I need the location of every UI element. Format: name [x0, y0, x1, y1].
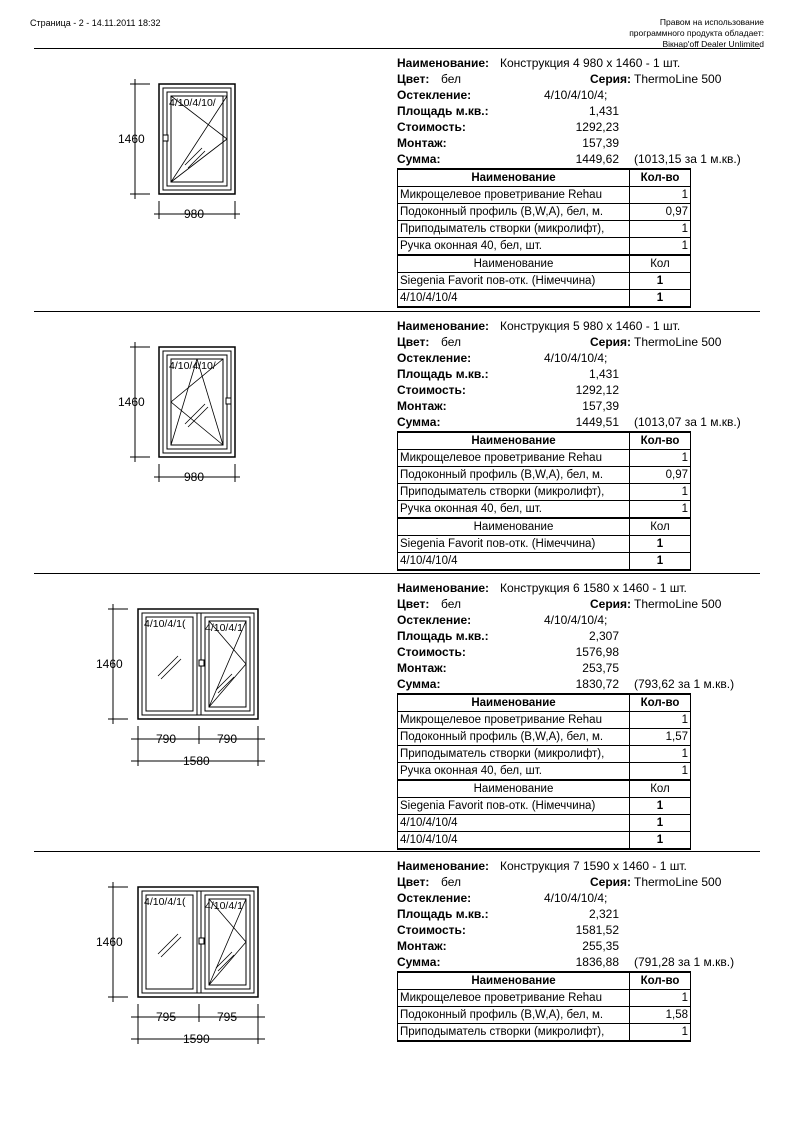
window-drawing — [0, 318, 392, 580]
item-name: Siegenia Favorit пов-отк. (Німеччина) — [398, 273, 630, 290]
construction-name: Конструкция 4 980 x 1460 - 1 шт. — [500, 56, 681, 70]
glass-label: 4/10/4/10/ — [169, 360, 216, 372]
glass-label: 4/10/4/1( — [144, 618, 186, 630]
item-qty: 1 — [630, 1024, 691, 1042]
area-value: 2,321 — [588, 907, 619, 921]
item-qty: 0,97 — [630, 467, 691, 484]
cost-value: 1292,12 — [575, 383, 619, 397]
label-name: Наименование: — [397, 581, 490, 595]
glass-label: 4/10/4/1( — [144, 896, 186, 908]
item-name: Ручка оконная 40, бел, шт. — [398, 238, 630, 256]
sum-value: 1449,62 — [575, 152, 619, 166]
glazing-value: 4/10/4/10/4; — [544, 351, 608, 365]
series-value: ThermoLine 500 — [634, 597, 722, 611]
item-qty: 1 — [630, 450, 691, 467]
dim-width: 980 — [184, 470, 205, 484]
sum-value: 1449,51 — [575, 415, 619, 429]
label-glazing: Остекление: — [397, 613, 472, 627]
item-name: Siegenia Favorit пов-отк. (Німеччина) — [398, 798, 630, 815]
label-mount: Монтаж: — [397, 939, 447, 953]
label-mount: Монтаж: — [397, 661, 447, 675]
item-qty: 1 — [630, 238, 691, 256]
window-drawing-svg — [0, 318, 392, 580]
color-value: бел — [441, 72, 462, 86]
col-header-name: Наименование — [398, 432, 630, 450]
item-name: 4/10/4/10/4 — [398, 290, 630, 308]
label-cost: Стоимость: — [397, 120, 466, 134]
item-qty: 1 — [630, 221, 691, 238]
glazing-value: 4/10/4/10/4; — [544, 88, 608, 102]
per-m2-value: (1013,07 за 1 м.кв.) — [634, 415, 741, 429]
label-sum: Сумма: — [397, 415, 441, 429]
construction-block — [0, 580, 794, 846]
item-qty: 1 — [630, 290, 691, 308]
label-glazing: Остекление: — [397, 88, 472, 102]
label-color: Цвет: — [397, 597, 430, 611]
item-qty: 1 — [630, 536, 691, 553]
dim-width: 790 — [156, 732, 177, 746]
label-cost: Стоимость: — [397, 383, 466, 397]
item-name: 4/10/4/10/4 — [398, 815, 630, 832]
item-qty: 1 — [630, 815, 691, 832]
col-header-qty: Кол-во — [630, 169, 691, 187]
color-value: бел — [441, 597, 462, 611]
area-value: 2,307 — [588, 629, 619, 643]
col-header-qty: Кол — [630, 518, 691, 536]
cost-value: 1292,23 — [575, 120, 619, 134]
item-qty: 1 — [630, 501, 691, 519]
item-name: Подоконный профиль (B,W,A), бел, м. — [398, 729, 630, 746]
item-name: Приподыматель створки (микролифт), — [398, 746, 630, 763]
item-name: Микрощелевое проветривание Rehau — [398, 990, 630, 1007]
item-name: Ручка оконная 40, бел, шт. — [398, 501, 630, 519]
item-qty: 1 — [630, 187, 691, 204]
item-name: 4/10/4/10/4 — [398, 553, 630, 571]
item-name: Приподыматель створки (микролифт), — [398, 221, 630, 238]
label-cost: Стоимость: — [397, 645, 466, 659]
construction-block — [0, 318, 794, 580]
per-m2-value: (793,62 за 1 м.кв.) — [634, 677, 735, 691]
construction-info — [397, 580, 757, 692]
label-glazing: Остекление: — [397, 891, 472, 905]
cost-value: 1581,52 — [575, 923, 619, 937]
color-value: бел — [441, 335, 462, 349]
item-name: Подоконный профиль (B,W,A), бел, м. — [398, 204, 630, 221]
col-header-qty: Кол — [630, 255, 691, 273]
dim-width: 795 — [217, 1010, 238, 1024]
dim-height: 1460 — [96, 657, 123, 671]
item-name: Ручка оконная 40, бел, шт. — [398, 763, 630, 781]
construction-info — [397, 858, 757, 970]
area-value: 1,431 — [588, 104, 619, 118]
construction-name: Конструкция 7 1590 x 1460 - 1 шт. — [500, 859, 687, 873]
col-header-qty: Кол — [630, 780, 691, 798]
construction-name: Конструкция 5 980 x 1460 - 1 шт. — [500, 319, 681, 333]
color-value: бел — [441, 875, 462, 889]
label-glazing: Остекление: — [397, 351, 472, 365]
sum-value: 1836,88 — [575, 955, 619, 969]
series-value: ThermoLine 500 — [634, 875, 722, 889]
col-header-qty: Кол-во — [630, 432, 691, 450]
item-name: Siegenia Favorit пов-отк. (Німеччина) — [398, 536, 630, 553]
item-name: Приподыматель створки (микролифт), — [398, 484, 630, 501]
spec-table — [397, 168, 691, 308]
rights-line-3: Вікнар'off Dealer Unlimited — [662, 39, 764, 49]
item-name: Приподыматель створки (микролифт), — [398, 1024, 630, 1042]
mount-value: 157,39 — [582, 136, 619, 150]
label-sum: Сумма: — [397, 955, 441, 969]
mount-value: 255,35 — [582, 939, 619, 953]
dim-total-width: 1590 — [183, 1032, 210, 1046]
label-mount: Монтаж: — [397, 399, 447, 413]
label-series: Серия: — [590, 335, 632, 349]
label-area: Площадь м.кв.: — [397, 367, 489, 381]
spec-table — [397, 431, 691, 571]
label-color: Цвет: — [397, 72, 430, 86]
label-color: Цвет: — [397, 875, 430, 889]
mount-value: 157,39 — [582, 399, 619, 413]
dim-width: 795 — [156, 1010, 177, 1024]
per-m2-value: (1013,15 за 1 м.кв.) — [634, 152, 741, 166]
glazing-value: 4/10/4/10/4; — [544, 891, 608, 905]
window-drawing — [0, 55, 392, 317]
item-qty: 1 — [630, 798, 691, 815]
col-header-name: Наименование — [398, 694, 630, 712]
item-name: Микрощелевое проветривание Rehau — [398, 450, 630, 467]
area-value: 1,431 — [588, 367, 619, 381]
label-series: Серия: — [590, 72, 632, 86]
spec-table — [397, 693, 691, 850]
dim-width: 790 — [217, 732, 238, 746]
label-mount: Монтаж: — [397, 136, 447, 150]
item-name: Микрощелевое проветривание Rehau — [398, 187, 630, 204]
dim-height: 1460 — [118, 395, 145, 409]
construction-name: Конструкция 6 1580 x 1460 - 1 шт. — [500, 581, 687, 595]
col-header-name: Наименование — [398, 169, 630, 187]
col-header-name: Наименование — [398, 255, 630, 273]
spec-table — [397, 971, 691, 1042]
separator-line — [34, 851, 760, 852]
item-qty: 1 — [630, 746, 691, 763]
label-name: Наименование: — [397, 859, 490, 873]
glass-label: 4/10/4/10/ — [169, 97, 216, 109]
dim-total-width: 1580 — [183, 754, 210, 768]
page-header-info: Страница - 2 - 14.11.2011 18:32 — [30, 18, 161, 28]
window-drawing-svg — [0, 55, 392, 317]
rights-line-2: программного продукта обладает: — [629, 28, 764, 38]
col-header-name: Наименование — [398, 972, 630, 990]
glass-label: 4/10/4/1 — [205, 622, 243, 634]
construction-block — [0, 858, 794, 1120]
label-sum: Сумма: — [397, 152, 441, 166]
label-sum: Сумма: — [397, 677, 441, 691]
dim-width: 980 — [184, 207, 205, 221]
rights-line-1: Правом на использование — [659, 17, 764, 27]
window-drawing-svg — [0, 858, 392, 1120]
construction-info — [397, 318, 757, 430]
label-color: Цвет: — [397, 335, 430, 349]
col-header-name: Наименование — [398, 518, 630, 536]
label-series: Серия: — [590, 597, 632, 611]
item-qty: 1,57 — [630, 729, 691, 746]
col-header-qty: Кол-во — [630, 972, 691, 990]
glass-label: 4/10/4/1 — [205, 900, 243, 912]
item-qty: 1 — [630, 712, 691, 729]
glazing-value: 4/10/4/10/4; — [544, 613, 608, 627]
item-qty: 1 — [630, 553, 691, 571]
item-qty: 1 — [630, 273, 691, 290]
label-name: Наименование: — [397, 56, 490, 70]
item-qty: 1 — [630, 990, 691, 1007]
label-cost: Стоимость: — [397, 923, 466, 937]
label-area: Площадь м.кв.: — [397, 104, 489, 118]
construction-info — [397, 55, 757, 167]
item-qty: 0,97 — [630, 204, 691, 221]
label-name: Наименование: — [397, 319, 490, 333]
window-drawing-svg — [0, 580, 392, 842]
item-name: Подоконный профиль (B,W,A), бел, м. — [398, 467, 630, 484]
separator-line — [34, 48, 760, 49]
construction-block — [0, 55, 794, 317]
label-area: Площадь м.кв.: — [397, 907, 489, 921]
window-drawing — [0, 858, 392, 1120]
label-series: Серия: — [590, 875, 632, 889]
dim-height: 1460 — [118, 132, 145, 146]
col-header-name: Наименование — [398, 780, 630, 798]
item-name: 4/10/4/10/4 — [398, 832, 630, 850]
cost-value: 1576,98 — [575, 645, 619, 659]
item-qty: 1 — [630, 484, 691, 501]
item-qty: 1 — [630, 832, 691, 850]
item-name: Микрощелевое проветривание Rehau — [398, 712, 630, 729]
per-m2-value: (791,28 за 1 м.кв.) — [634, 955, 735, 969]
series-value: ThermoLine 500 — [634, 335, 722, 349]
series-value: ThermoLine 500 — [634, 72, 722, 86]
rights-notice — [564, 17, 764, 50]
col-header-qty: Кол-во — [630, 694, 691, 712]
label-area: Площадь м.кв.: — [397, 629, 489, 643]
item-qty: 1,58 — [630, 1007, 691, 1024]
sum-value: 1830,72 — [575, 677, 619, 691]
item-qty: 1 — [630, 763, 691, 781]
mount-value: 253,75 — [582, 661, 619, 675]
window-drawing — [0, 580, 392, 842]
dim-height: 1460 — [96, 935, 123, 949]
item-name: Подоконный профиль (B,W,A), бел, м. — [398, 1007, 630, 1024]
